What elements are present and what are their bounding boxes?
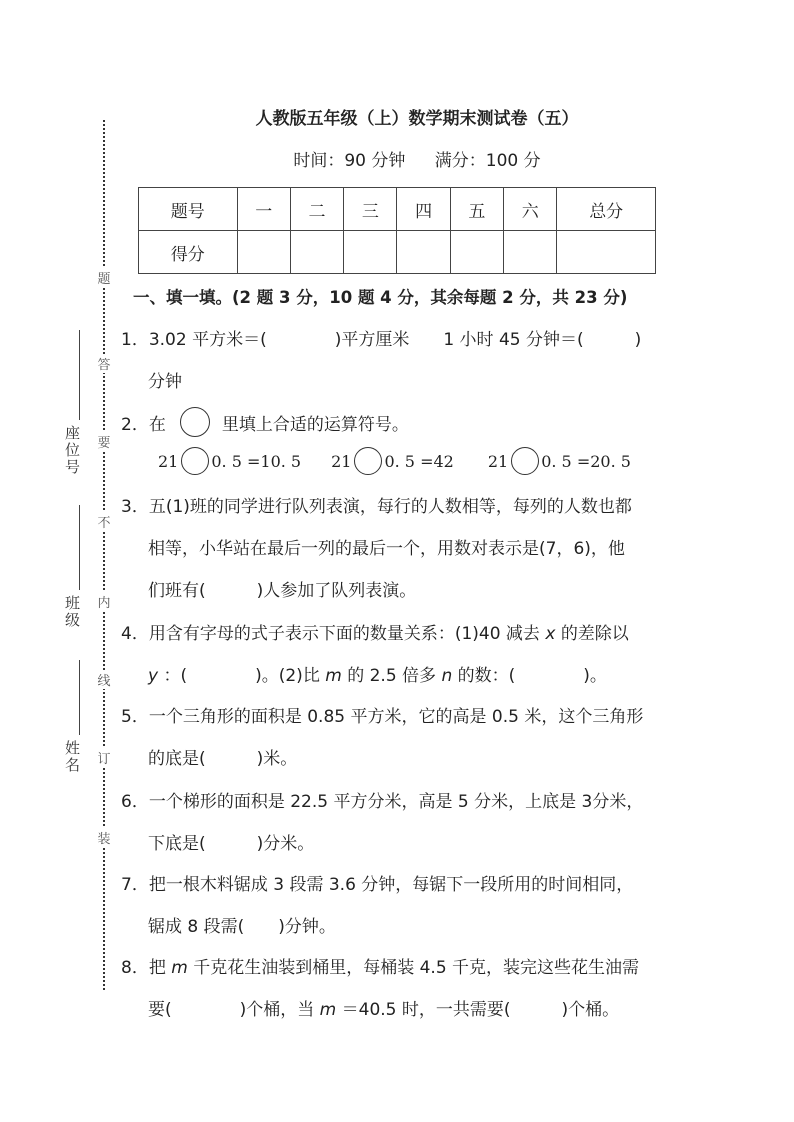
binding-char-zhuang: 装 — [94, 828, 114, 847]
q4-text-a: 4．用含有字母的式子表示下面的数量关系：(1)40 减去 — [121, 624, 540, 644]
q4-text-b: 的差除以 — [560, 624, 629, 644]
score-table-header: 一 — [237, 188, 290, 231]
q3-line-3: 们班有( )人参加了队列表演。 — [148, 581, 417, 601]
score-table-header: 总分 — [557, 188, 656, 231]
q6-line-1: 6．一个梯形的面积是 22.5 平方分米，高是 5 分米，上底是 3分米， — [121, 792, 644, 812]
q8-line-2 — [148, 995, 619, 1020]
q4-line-2 — [148, 661, 607, 686]
q2-expr-1-b: 0. 5 =10. 5 — [211, 451, 302, 471]
q8-text-d: ＝40.5 时，一共需要( )个桶。 — [341, 1000, 620, 1020]
score-table-header: 五 — [450, 188, 503, 231]
binding-char-ding: 订 — [94, 748, 114, 767]
q2-text-a: 2．在 — [121, 414, 166, 435]
class-label: 班级 — [63, 595, 81, 629]
name-line — [79, 660, 81, 735]
full-score: 满分：100 分 — [434, 151, 541, 171]
q3-line-1: 3．五(1)班的同学进行队列表演，每行的人数相等，每列的人数也都 — [121, 497, 632, 517]
q7-line-1: 7．把一根木料锯成 3 段需 3.6 分钟，每锯下一段所用的时间相同， — [121, 875, 634, 895]
score-table-header: 六 — [504, 188, 557, 231]
score-cell[interactable] — [344, 231, 397, 274]
q8-var-m-2: m — [319, 1000, 337, 1020]
q8-text-b: 千克花生油装到桶里，每桶装 4.5 千克，装完这些花生油需 — [193, 958, 640, 978]
q8-text-a: 8．把 — [121, 958, 166, 978]
q2-expr-3-a: 21 — [487, 451, 509, 471]
q1-line-2: 分钟 — [148, 372, 182, 392]
q6-line-2: 下底是( )分米。 — [148, 834, 315, 854]
binding-char-xian: 线 — [94, 670, 114, 689]
q5-line-1: 5．一个三角形的面积是 0.85 平方米，它的高是 0.5 米，这个三角形 — [121, 707, 644, 727]
q8-text-c: 要( )个桶，当 — [148, 1000, 315, 1020]
q4-var-x: x — [545, 624, 556, 644]
q2-expr-3-operator-circle[interactable] — [511, 447, 539, 475]
score-table-score-row — [139, 231, 656, 274]
score-table-header: 四 — [397, 188, 450, 231]
q7-line-2: 锯成 8 段需( )分钟。 — [148, 917, 336, 937]
q2-expr-1-operator-circle[interactable] — [181, 447, 209, 475]
q2-expr-3-b: 0. 5 =20. 5 — [541, 451, 631, 471]
page-title: 人教版五年级（上）数学期末测试卷（五） — [255, 109, 579, 129]
name-label: 姓名 — [63, 740, 81, 774]
score-table-header: 三 — [344, 188, 397, 231]
q2-text-b: 里填上合适的运算符号。 — [221, 414, 409, 435]
circle-symbol-icon — [180, 407, 210, 437]
q8-line-1 — [121, 953, 639, 978]
q4-text-e: 的数：( )。 — [457, 666, 607, 686]
seat-number-label: 座位号 — [63, 425, 81, 476]
q2-line-1 — [121, 407, 409, 437]
q2-expr-2-a: 21 — [331, 451, 352, 471]
q2-expr-1-a: 21 — [158, 451, 179, 471]
q4-var-y: y — [148, 666, 159, 686]
seat-number-line — [79, 330, 81, 420]
binding-char-da: 答 — [94, 354, 114, 373]
binding-dotted-line — [103, 120, 105, 990]
score-cell[interactable] — [504, 231, 557, 274]
score-table-header-row — [139, 188, 656, 231]
q2-expr-2-operator-circle[interactable] — [354, 447, 382, 475]
q2-expressions — [158, 447, 631, 475]
score-cell[interactable] — [397, 231, 450, 274]
binding-char-yao: 要 — [94, 432, 114, 451]
q4-text-c: ：( )。(2)比 — [163, 666, 320, 686]
section-1-heading: 一、填一填。(2 题 3 分，10 题 4 分，其余每题 2 分，共 23 分) — [133, 288, 628, 307]
score-table — [138, 187, 656, 274]
score-cell[interactable] — [237, 231, 290, 274]
q5-line-2: 的底是( )米。 — [148, 749, 298, 769]
score-table-header: 题号 — [139, 188, 238, 231]
score-cell[interactable] — [557, 231, 656, 274]
score-cell[interactable] — [450, 231, 503, 274]
binding-char-bu: 不 — [94, 512, 114, 531]
exam-meta — [0, 146, 794, 171]
q8-var-m: m — [171, 958, 188, 978]
q4-var-n: n — [441, 666, 453, 686]
q2-expr-2-b: 0. 5 =42 — [384, 451, 454, 471]
q1-line-1: 1．3.02 平方米＝( )平方厘米 1 小时 45 分钟＝( ) — [121, 330, 642, 350]
q4-text-d: 的 2.5 倍多 — [347, 666, 437, 686]
score-row-label: 得分 — [139, 231, 238, 274]
score-table-header: 二 — [290, 188, 343, 231]
binding-char-nei: 内 — [94, 592, 114, 611]
score-cell[interactable] — [290, 231, 343, 274]
time-limit: 时间：90 分钟 — [293, 151, 406, 171]
q3-line-2: 相等，小华站在最后一列的最后一个，用数对表示是(7，6)，他 — [148, 539, 625, 559]
q4-line-1 — [121, 619, 629, 644]
binding-char-ti: 题 — [94, 268, 114, 287]
class-line — [79, 505, 81, 590]
q4-var-m: m — [325, 666, 342, 686]
